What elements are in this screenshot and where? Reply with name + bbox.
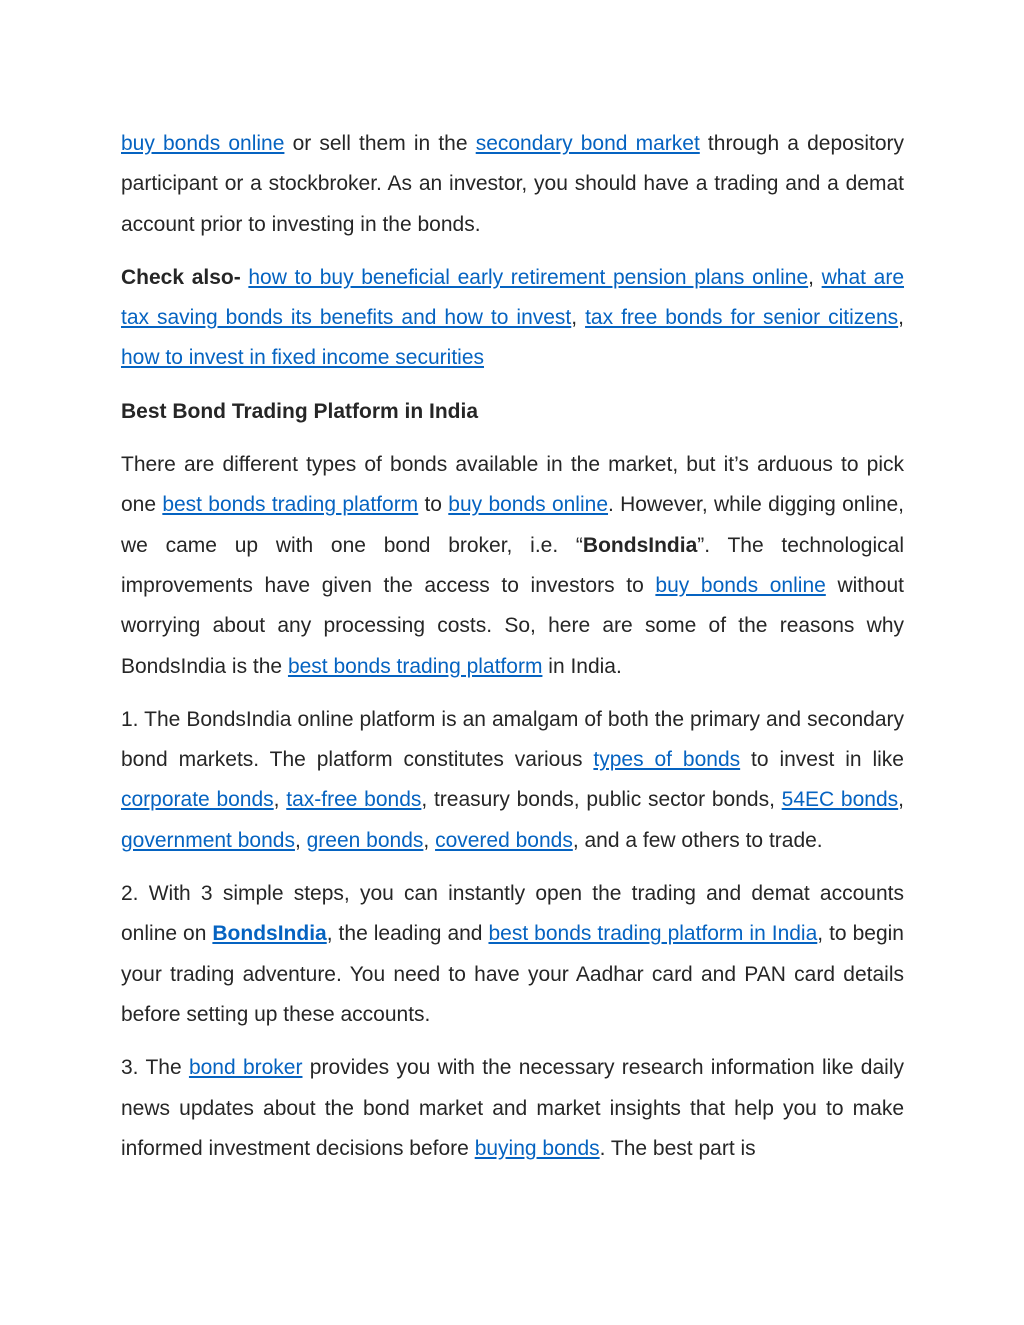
- text: . The best part is: [599, 1136, 756, 1160]
- link-secondary-bond-market[interactable]: secondary bond market: [475, 132, 700, 155]
- text: ,: [423, 828, 436, 852]
- link-fixed-income-securities[interactable]: how to invest in fixed income securities: [121, 346, 484, 370]
- link-tax-free-bonds[interactable]: tax-free bonds: [286, 788, 422, 812]
- text: , treasury bonds, public sector bonds,: [421, 788, 782, 812]
- text: , and a few others to trade.: [572, 828, 823, 852]
- bondsindia-bold: BondsIndia: [582, 533, 698, 557]
- text: , the leading and: [326, 922, 489, 946]
- link-bond-broker[interactable]: bond broker: [188, 1056, 303, 1080]
- text: ,: [898, 788, 904, 812]
- link-types-of-bonds[interactable]: types of bonds: [593, 748, 741, 772]
- text: ,: [294, 828, 307, 852]
- text: in India.: [542, 654, 622, 678]
- separator: ,: [571, 306, 586, 330]
- text: 2. With 3 simple steps, you can instantly open the trading and demat accounts online on: [121, 882, 904, 946]
- link-buy-bonds-online[interactable]: buy bonds online: [121, 132, 285, 155]
- link-buy-bonds-online-2[interactable]: buy bonds online: [655, 573, 826, 597]
- document-page: [121, 124, 904, 1182]
- paragraph-point-3: [121, 1048, 904, 1169]
- link-tax-saving-bonds[interactable]: what are tax saving bonds its benefits and how to invest: [121, 265, 904, 330]
- text: without worrying about any processing costs. So, here are some of the reasons why BondsIndia is the: [121, 573, 904, 678]
- check-also-label: Check also-: [121, 265, 241, 289]
- text: or sell them in the: [284, 132, 476, 155]
- link-green-bonds[interactable]: green bonds: [306, 828, 424, 852]
- link-best-bonds-trading-platform-india[interactable]: best bonds trading platform in India: [488, 922, 818, 946]
- link-retirement-pension-plans[interactable]: how to buy beneficial early retirement pension plans online: [248, 265, 809, 289]
- paragraph-point-1: [121, 700, 904, 861]
- link-tax-free-bonds-senior-citizens[interactable]: tax free bonds for senior citizens: [585, 306, 899, 330]
- separator: ,: [898, 306, 904, 330]
- paragraph-platform-intro: [121, 445, 904, 687]
- text: 3. The: [121, 1056, 189, 1080]
- link-buy-bonds-online[interactable]: buy bonds online: [448, 493, 609, 517]
- section-heading: Best Bond Trading Platform in India: [121, 399, 479, 423]
- link-best-bonds-trading-platform-2[interactable]: best bonds trading platform: [287, 654, 543, 678]
- text: to invest in like: [740, 748, 904, 772]
- text: provides you with the necessary research information like daily news updates about the bond market and market insights that help you to make informed investment decisions before: [121, 1056, 904, 1160]
- paragraph-intro: [121, 124, 904, 245]
- link-54ec-bonds[interactable]: 54EC bonds: [781, 788, 899, 812]
- paragraph-check-also: [121, 258, 904, 379]
- text: There are different types of bonds available in the market, but it’s arduous to pick one: [121, 453, 904, 517]
- text: , to begin your trading adventure. You need to have your Aadhar card and PAN card details before setting up these accounts.: [121, 922, 904, 1026]
- link-government-bonds[interactable]: government bonds: [121, 828, 295, 852]
- link-covered-bonds[interactable]: covered bonds: [435, 828, 573, 852]
- text: ”. The technological improvements have given the access to investors to: [121, 533, 904, 597]
- text: ,: [273, 788, 287, 812]
- text: to: [418, 493, 449, 517]
- text: through a depository participant or a stockbroker. As an investor, you should have a trading and a demat account prior to investing in the bonds.: [121, 132, 905, 236]
- paragraph-point-2: [121, 874, 904, 1035]
- text: . However, while digging online, we came up with one bond broker, i.e. “: [121, 493, 905, 557]
- link-bondsindia[interactable]: BondsIndia: [212, 922, 327, 946]
- link-corporate-bonds[interactable]: corporate bonds: [121, 788, 274, 812]
- link-buying-bonds[interactable]: buying bonds: [474, 1136, 600, 1160]
- link-best-bonds-trading-platform[interactable]: best bonds trading platform: [162, 493, 419, 517]
- separator: ,: [808, 265, 822, 289]
- text: 1. The BondsIndia online platform is an amalgam of both the primary and secondary bond markets. The platform constitutes various: [121, 707, 904, 772]
